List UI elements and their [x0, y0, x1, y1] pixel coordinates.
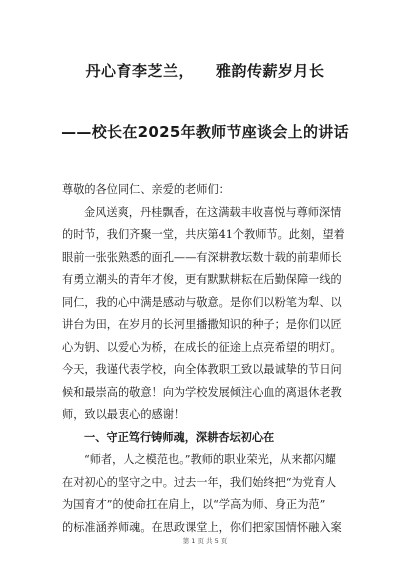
paragraph-line: 的标准涵养师魂。在思政课堂上，你们把家国情怀融入案: [62, 520, 342, 534]
page-number-footer: 第 1 页 共 5 页: [182, 537, 228, 545]
paragraph-line: 今天，我谨代表学校，向全体教职工致以最诚挚的节日问: [62, 363, 342, 376]
paragraph-line: 的时节，我们齐聚一堂，共庆第41个教师节。此刻，望着: [62, 228, 345, 241]
paragraph-line: 金风送爽，丹桂飘香，在这满载丰收喜悦与尊师深情: [84, 205, 342, 219]
title-part-1: 丹心育李芝兰，: [85, 62, 194, 80]
paragraph-line: 候和最崇高的敬意！向为学校发展倾注心血的离退休老教: [62, 385, 342, 399]
document-subtitle: ——校长在2025年教师节座谈会上的讲话: [61, 123, 349, 141]
document-body: [62, 179, 352, 539]
document-title: [0, 60, 410, 81]
paragraph-line: 师，致以最衷心的感谢！: [62, 408, 186, 421]
paragraph-line: 有勇立潮头的青年才俊，更有默默耕耘在后勤保障一线的: [62, 273, 342, 286]
paragraph-line: “师者，人之模范也。”教师的职业荣光，从来都闪耀: [84, 453, 336, 466]
paragraph-line: 同仁，我的心中满是感动与敬意。是你们以粉笔为犁、以: [62, 295, 342, 309]
paragraph-line: 心为钥、以爱心为桥，在成长的征途上点亮希望的明灯。: [62, 340, 342, 354]
section-heading: 一、守正笃行铸师魂，深耕杏坛初心在: [84, 430, 275, 444]
paragraph-line: 眼前一张张熟悉的面孔——有深耕教坛数十载的前辈师长: [62, 250, 342, 264]
paragraph-line: 讲台为田，在岁月的长河里播撒知识的种子；是你们以匠: [62, 318, 342, 331]
title-part-2: 雅韵传薪岁月长: [216, 62, 325, 80]
paragraph-line: 为国育才”的使命扛在肩上，以“学高为师、身正为范”: [62, 498, 326, 511]
paragraph-line: 在对初心的坚守之中。过去一年，我们始终把“为党育人: [62, 475, 337, 489]
salutation: 尊敬的各位同仁、亲爱的老师们：: [62, 183, 230, 196]
